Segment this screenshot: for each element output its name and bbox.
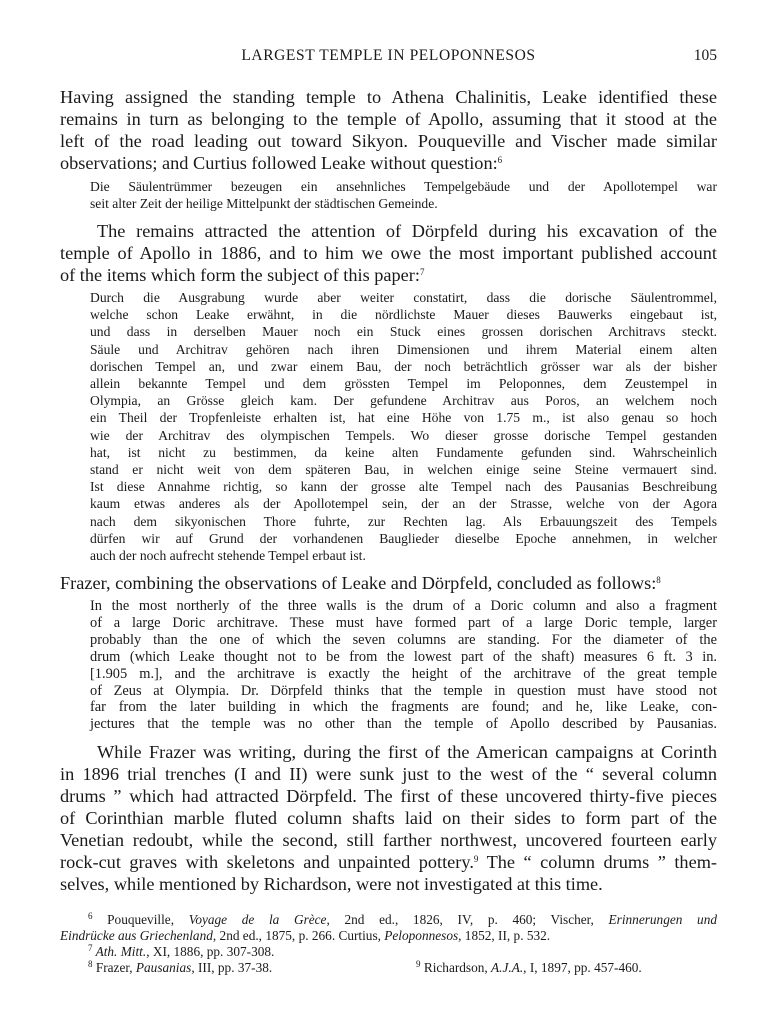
footnote-8-9-row [60, 960, 717, 976]
quote-line: Säule und Architrav gehören nach ihren Dimensionen und ihrem Material einem alten [90, 341, 717, 357]
quote-line: In the most northerly of the three walls is the drum of a Doric column and also a fragment [90, 598, 717, 614]
quote-line: [1.905 m.], and the architrave is exactly the height of the architrave of the great temple [90, 665, 717, 682]
paragraph-line: While Frazer was writing, during the first of the American campaigns at Corinth [97, 742, 717, 762]
footnotes [60, 912, 717, 976]
quote-line: dorischen Tempel an, und zwar einem Bau, der noch beträchtlich grösser war als der bisher [90, 358, 717, 374]
quote-line: stand er nicht weit von dem späteren Bau, in welchen einige seine Steine vermauert sind. [90, 462, 717, 478]
quote-line: dürfen wir auf Grund der vorhandenen Bauglieder dieselbe Epoche annehmen, in welcher [90, 530, 717, 546]
paragraph-line: remains in turn as belonging to the temple of Apollo, assuming that it stood at the [60, 109, 717, 129]
paragraph-line: The remains attracted the attention of Dörpfeld during his excavation of the [97, 221, 717, 241]
footnote-ref: 7 [419, 267, 425, 277]
quote-line: hat, ist nicht zu bestimmen, da keine alten Fundamente gefunden sind. Wahrscheinlich [90, 444, 717, 460]
block-quote-1 [90, 178, 717, 212]
quote-line: Ist diese Annahme richtig, so kann der grosse alte Tempel nach des Pausanias Beschreibung [90, 479, 717, 495]
quote-line: auch der noch aufrecht stehende Tempel erbaut ist. [90, 548, 366, 564]
footnote-ref: 8 [656, 575, 661, 585]
block-quote-2 [90, 289, 717, 564]
footnote-8: $^8$ Frazer, Pausanias, III, pp. 37-38. [88, 959, 273, 975]
block-quote-3 [90, 598, 717, 733]
quote-line: nach dem sikyonischen Thore fuhrte, zur Rechten lag. Als Erbauungszeit des Tempels [90, 513, 717, 529]
running-head [60, 47, 717, 69]
footnote-6-cont: Eindrücke aus Griechenland, 2nd ed., 1875, p. 266. Curtius, Peloponnesos, 1852, II, p. 532. [60, 928, 551, 943]
quote-line: Durch die Ausgrabung wurde aber weiter constatirt, dass die dorische Säulentrommel, [90, 290, 717, 305]
paragraph-3 [60, 572, 717, 594]
quote-line: welche schon Leake erwähnt, in die nördlichste Mauer dieses Bauwerks eingebaut ist, [90, 307, 717, 323]
paragraph-line: selves, while mentioned by Richardson, were not investigated at this time. [60, 874, 603, 894]
quote-line: far from the later building in which the fragments are found; and he, like Leake, con- [90, 699, 717, 716]
page-number: 105 [693, 47, 717, 64]
footnote-ref: 9 [473, 854, 479, 864]
paragraph-1 [60, 86, 717, 174]
footnote-6: $^6$ Pouqueville, Voyage de la Grèce, 2nd ed., 1826, IV, p. 460; Vischer, Erinnerungen und [88, 911, 718, 927]
paragraph-4 [60, 741, 717, 895]
running-head-title: LARGEST TEMPLE IN PELOPONNESOS [241, 47, 536, 64]
quote-line: Olympia, an Grösse gleich kam. Der gefundene Architrav aus Poros, an welchem noch [90, 393, 717, 409]
quote-line: Die Säulentrümmer bezeugen ein ansehnliches Tempelgebäude und der Apollotempel war [90, 179, 717, 194]
quote-line: of a large Doric architrave. These must have formed part of a large Doric temple, larger [90, 614, 717, 631]
paragraph-line: of Corinthian marble fluted column shafts laid on their sides to form part of the [60, 808, 717, 828]
quote-line: kaum etwas anderes als der Apollotempel sein, der an der Strasse, welche von der Agora [90, 496, 717, 512]
paragraph-line: rock-cut graves with skeletons and unpainted pottery.$^9$ The “ column drums ” them- [60, 852, 717, 872]
quote-line: of Zeus at Olympia. Dr. Dörpfeld thinks that the temple in question must have stood not [90, 682, 717, 699]
paragraph-line: left of the road leading out toward Sikyon. Pouqueville and Vischer made similar [60, 131, 717, 151]
paragraph-line: drums ” which had attracted Dörpfeld. The first of these uncovered thirty-five pieces [60, 786, 717, 806]
paragraph-line: temple of Apollo in 1886, and to him we owe the most important published account [60, 243, 717, 263]
quote-line: allein bekannte Tempel und dem grössten Tempel im Peloponnes, dem Zeustempel in [90, 376, 717, 392]
paragraph-line: observations; and Curtius followed Leake without question:$^6$ [60, 153, 503, 173]
footnote-7: $^7$ Ath. Mitt., XI, 1886, pp. 307-308. [88, 943, 275, 959]
quote-line: wie der Architrav des olympischen Tempels. Wo dieser grosse dorische Tempel gestanden [90, 427, 717, 443]
quote-line: drum (which Leake thought not to be from the lowest part of the shaft) measures 6 ft. 3 in. [90, 648, 717, 665]
quote-line: seit alter Zeit der heilige Mittelpunkt der städtischen Gemeinde. [90, 196, 438, 212]
quote-line: ein Theil der Tropfenleiste erhalten ist, hat eine Höhe von 1.75 m., ist also genau so hoch [90, 410, 717, 426]
paragraph-line: Having assigned the standing temple to Athena Chalinitis, Leake identified these [60, 87, 717, 107]
paragraph-line: Venetian redoubt, while the second, still farther northwest, uncovered fourteen early [60, 830, 717, 850]
footnote-ref: 6 [497, 155, 503, 165]
paragraph-line: of the items which form the subject of this paper:$^7$ [60, 265, 425, 285]
paragraph-2 [60, 220, 717, 286]
footnote-9: $^9$ Richardson, A.J.A., I, 1897, pp. 457-460. [416, 959, 642, 975]
paragraph-line: Frazer, combining the observations of Leake and Dörpfeld, concluded as follows:$^8$ [60, 573, 661, 593]
quote-line: jectures that the temple was no other than the temple of Apollo described by Pausanias. [90, 716, 717, 733]
quote-line: und dass in derselben Mauer noch ein Stuck eines grossen dorischen Architravs steckt. [90, 324, 717, 340]
quote-line: probably than the one of which the seven columns are standing. For the diameter of the [90, 631, 717, 648]
paragraph-line: in 1896 trial trenches (I and II) were sunk just to the west of the “ several column [60, 764, 717, 784]
